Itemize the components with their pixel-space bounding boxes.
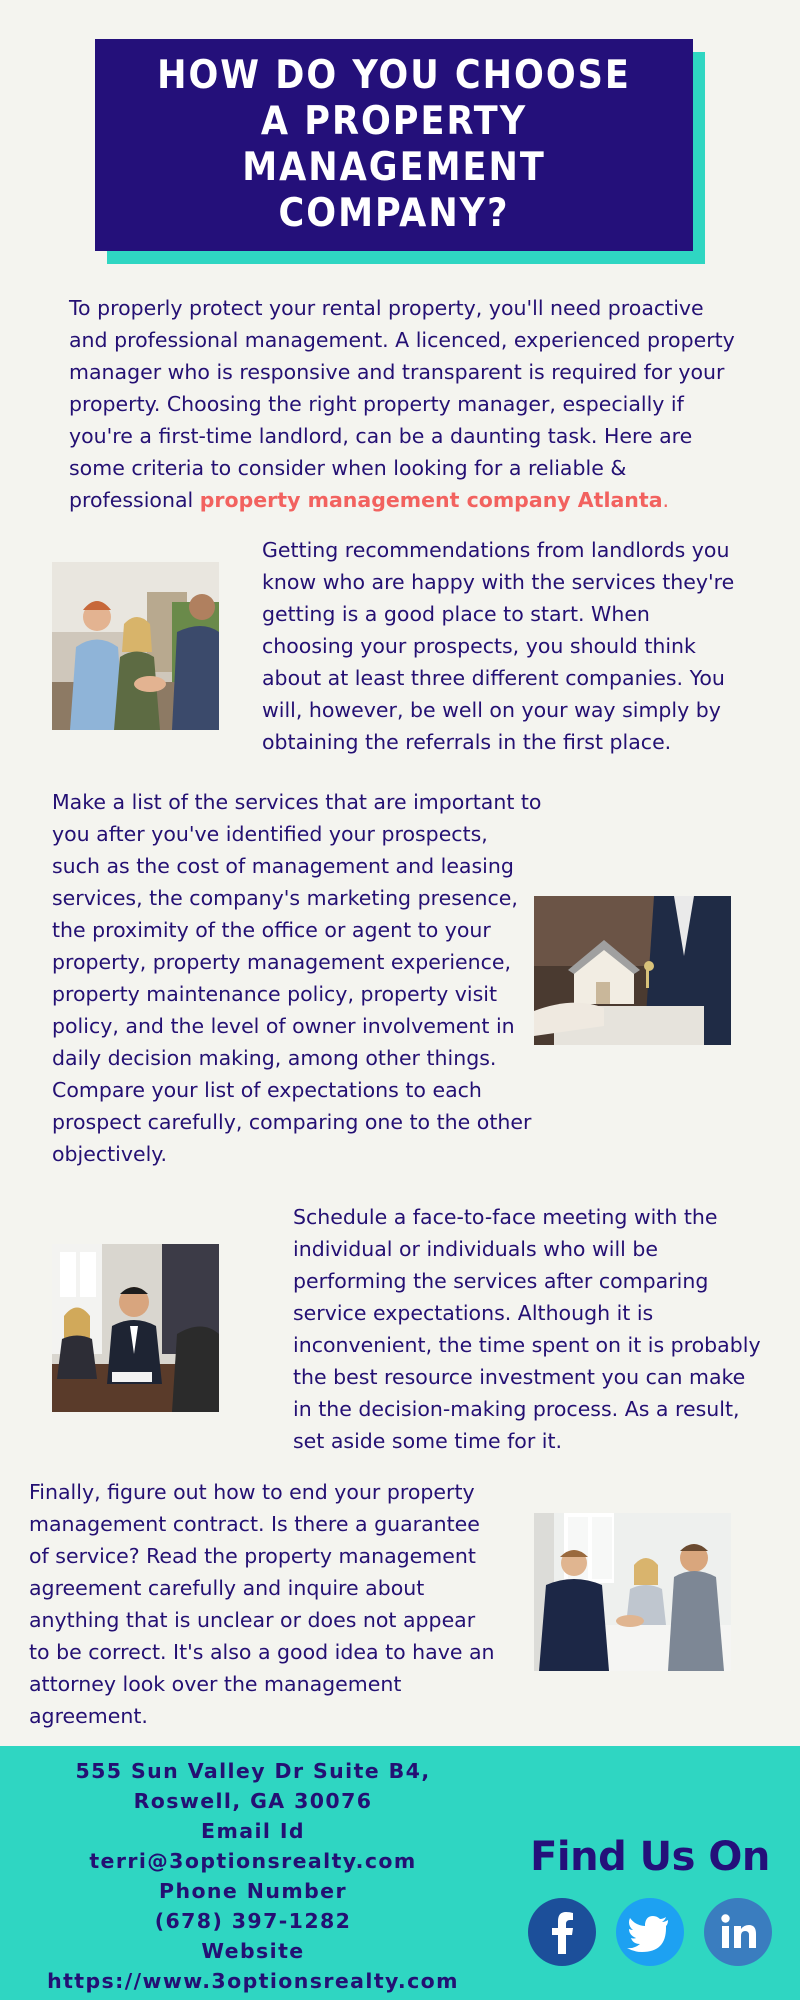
contact-info bbox=[20, 1756, 486, 1996]
section-2-paragraph: Make a list of the services that are important to you after you've identified your prospects, such as the cost of management and leasing services, the company's marketing presence, the proximity of the office or agent to your property, property management experience, property maintenance policy, property visit policy, and the level of owner involvement in daily decision making, among other things. Compare your list of expectations to each prospect carefully, comparing one to the other objectively. bbox=[52, 790, 542, 1166]
intro-text: To properly protect your rental property, you'll need proactive and professional management. A licenced, experienced property manager who is responsive and transparent is required for your property. Choosing the right property manager, especially if you're a first-time landlord, can be a daunting task. Here are some criteria to consider when looking for a reliable & professional bbox=[69, 296, 735, 512]
footer bbox=[0, 1746, 800, 2000]
phone-number[interactable]: (678) 397-1282 bbox=[154, 1909, 352, 1933]
website-label: Website bbox=[201, 1939, 305, 1963]
property-management-link[interactable]: property management company Atlanta bbox=[199, 488, 663, 512]
website-link[interactable]: https://www.3optionsrealty.com bbox=[47, 1969, 459, 1993]
linkedin-icon[interactable] bbox=[704, 1898, 772, 1966]
handshake-photo bbox=[52, 562, 219, 730]
intro-paragraph bbox=[69, 292, 741, 516]
section-1-paragraph: Getting recommendations from landlords you know who are happy with the services they're getting is a good place to start. When choosing your prospects, you should think about at least three different companies. You will, however, be well on your way simply by obtaining the referrals in the first place. bbox=[262, 538, 735, 754]
email-label: Email Id bbox=[201, 1819, 305, 1843]
title-banner bbox=[95, 39, 693, 251]
find-us-heading: Find Us On bbox=[530, 1834, 770, 1880]
title-box bbox=[95, 39, 693, 251]
facebook-icon[interactable] bbox=[528, 1898, 596, 1966]
contract-meeting-photo bbox=[534, 1513, 731, 1671]
intro-end: . bbox=[662, 488, 670, 512]
page-title: HOW DO YOU CHOOSE A PROPERTY MANAGEMENT COMPANY? bbox=[157, 53, 631, 236]
email-link[interactable]: terri@3optionsrealty.com bbox=[89, 1849, 417, 1873]
section-4-paragraph: Finally, figure out how to end your property management contract. Is there a guarantee of service? Read the property management agreement carefully and inquire about anything that is unclear or does not appear to be correct. It's also a good idea to have an attorney look over the management agreement. bbox=[29, 1480, 495, 1728]
twitter-icon[interactable] bbox=[616, 1898, 684, 1966]
phone-label: Phone Number bbox=[159, 1879, 347, 1903]
house-key-photo bbox=[534, 896, 731, 1045]
section-3-paragraph: Schedule a face-to-face meeting with the individual or individuals who will be performing the services after comparing service expectations. Although it is inconvenient, the time spent on it is probably the best resource investment you can make in the decision-making process. As a result, set aside some time for it. bbox=[293, 1205, 761, 1453]
meeting-photo bbox=[52, 1244, 219, 1412]
address: 555 Sun Valley Dr Suite B4, Roswell, GA 30076 bbox=[75, 1759, 431, 1813]
